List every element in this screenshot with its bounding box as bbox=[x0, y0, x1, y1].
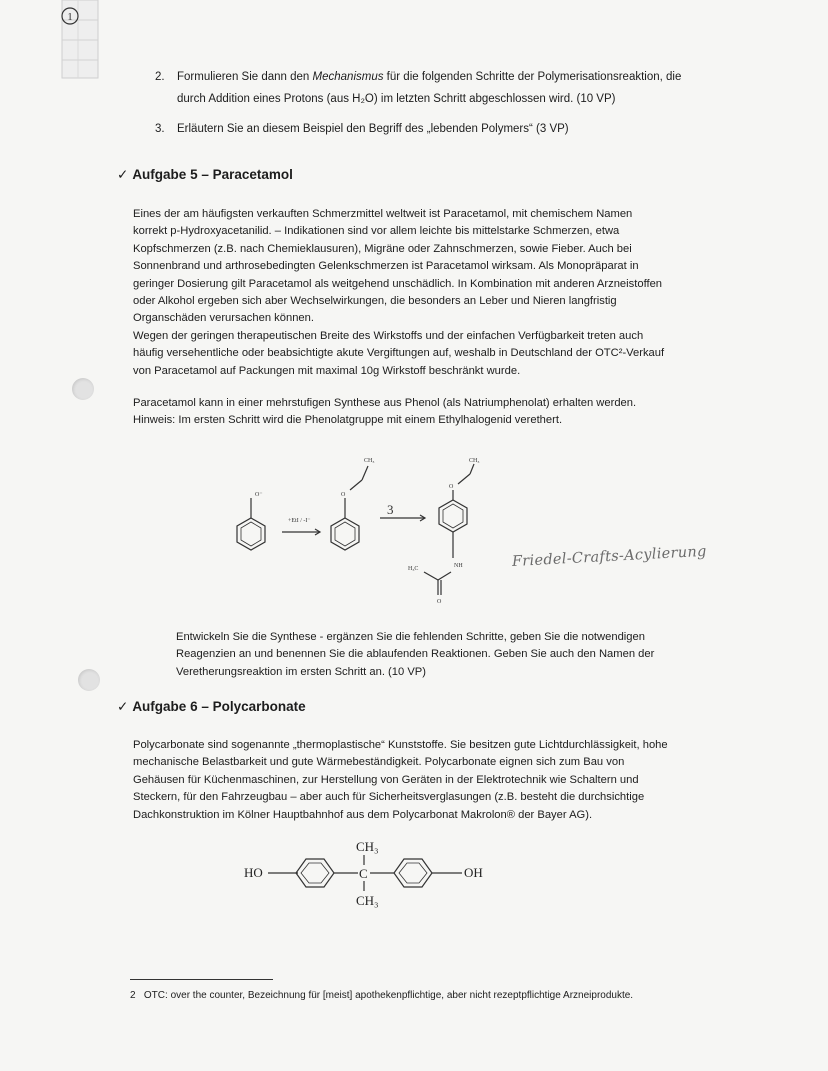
oh-label: OH bbox=[464, 865, 483, 880]
reagent-label: +EtI / -I⁻ bbox=[288, 518, 311, 524]
text-line: Sonnenbrand und arthrosebedingten Gelenkschmerzen ist Paracetamol wirksam. Als Monopräparat in bbox=[133, 260, 639, 273]
task6-heading bbox=[117, 699, 306, 715]
text-line: geringer Dosierung gilt Paracetamol als weitgehend unschädlich. In Kombination mit anderen Arzneistoffen bbox=[133, 277, 663, 290]
ch3-bottom-label: CH₃ bbox=[356, 893, 379, 908]
ether-o-label-2: O bbox=[449, 484, 454, 490]
checkmark-icon: ✓ bbox=[117, 699, 129, 714]
carbonyl-o-label: O bbox=[437, 599, 442, 605]
central-c-label: C bbox=[359, 866, 368, 881]
text-line: Kopfschmerzen (z.B. nach Chemieklausuren), Migräne oder Zahnschmerzen, sowie Fieber. Auch bei bbox=[133, 242, 632, 255]
text-line: Hinweis: Im ersten Schritt wird die Phenolatgruppe mit einem Ethylhalogenid verethert. bbox=[133, 414, 563, 427]
text-line: Eines der am häufigsten verkauften Schmerzmittel weltweit ist Paracetamol, mit chemischem Namen bbox=[133, 208, 633, 220]
text-line: Veretherungsreaktion im ersten Schritt an. (10 VP) bbox=[176, 665, 426, 678]
text-line: oder Alkohol ergeben sich aber Wechselwirkungen, die besonders an Leber und Nieren langfristig bbox=[133, 295, 617, 308]
list-item-number: 2. bbox=[155, 71, 165, 83]
step-number: 3 bbox=[387, 502, 394, 517]
text-line: häufig versehentliche oder beabsichtigte akute Vergiftungen auf, weshalb in Deutschland der OTC²-Verkauf bbox=[133, 347, 665, 360]
handwritten-note: Friedel-Crafts-Acylierung bbox=[511, 543, 708, 570]
corner-notebook-graphic bbox=[50, 0, 110, 80]
list-item-3 bbox=[155, 118, 755, 140]
nh-label: NH bbox=[454, 563, 463, 569]
text-line: Reagenzien an und benennen Sie die ablaufenden Reaktionen. Geben Sie auch den Namen der bbox=[176, 648, 655, 661]
ch3-label-2: CH₃ bbox=[469, 458, 480, 464]
text-line: mechanische Belastbarkeit und gute Wärmebeständigkeit. Polycarbonate eignen sich zum Bau von bbox=[133, 756, 625, 769]
task5-intro bbox=[133, 206, 733, 380]
synthesis-scheme bbox=[220, 450, 500, 615]
list-item-text: Formulieren Sie dann den Mechanismus für die folgenden Schritte der Polymerisationsreaktion, die durch Addition eines Protons (aus H₂O) im letzten Schritt abgeschlossen wird. (10 VP) bbox=[177, 71, 682, 105]
footnote-text: OTC: over the counter, Bezeichnung für [meist] apothekenpflichtige, aber nicht rezeptpflichtige Arzneiprodukte. bbox=[143, 990, 634, 1001]
text-line: Organschäden verursachen können. bbox=[133, 312, 314, 325]
task6-intro bbox=[133, 737, 753, 824]
text-line: Gehäusen für Küchenmaschinen, zur Herstellung von Geräten in der Elektrotechnik wie Schaltern und bbox=[133, 773, 639, 786]
ch3-top-label: CH₃ bbox=[356, 839, 379, 854]
task5-synthesis-hint bbox=[133, 395, 753, 430]
checkmark-icon: ✓ bbox=[117, 167, 129, 182]
footnote-number: 2 bbox=[130, 990, 136, 1001]
text-line: Paracetamol kann in einer mehrstufigen Synthese aus Phenol (als Natriumphenolat) erhalten werden. bbox=[133, 397, 637, 409]
list-item-number: 3. bbox=[155, 123, 165, 135]
task5-title: Aufgabe 5 – Paracetamol bbox=[132, 167, 293, 182]
phenolate-o-label: O⁻ bbox=[255, 492, 263, 498]
list-item-text: Erläutern Sie an diesem Beispiel den Begriff des „lebenden Polymers“ (3 VP) bbox=[177, 123, 569, 135]
ether-o-label-1: O bbox=[341, 492, 346, 498]
text-line: Entwickeln Sie die Synthese - ergänzen Sie die fehlenden Schritte, geben Sie die notwendigen bbox=[176, 631, 645, 643]
text-line: Steckern, für den Fahrzeugbau – aber auch für Sicherheitsverglasungen (z.B. besteht die durchsichtige bbox=[133, 791, 645, 804]
punch-hole-bottom bbox=[78, 669, 100, 691]
ch3-label-1: CH₃ bbox=[364, 458, 375, 464]
ho-label: HO bbox=[244, 865, 263, 880]
footnote-divider bbox=[130, 979, 273, 980]
list-item-2 bbox=[155, 66, 755, 110]
text-line: Wegen der geringen therapeutischen Breite des Wirkstoffs und der einfachen Verfügbarkeit treten auch bbox=[133, 329, 644, 342]
bisphenol-a-structure bbox=[240, 835, 500, 911]
text-line: Polycarbonate sind sogenannte „thermoplastische“ Kunststoffe. Sie besitzen gute Lichtdurchlässigkeit, hohe bbox=[133, 739, 668, 751]
task5-instructions bbox=[176, 629, 736, 681]
corner-number: 1 bbox=[67, 11, 73, 23]
text-line: von Paracetamol auf Packungen mit maximal 10g Wirkstoff beschränkt wurde. bbox=[133, 364, 521, 377]
text-line: Dachkonstruktion im Kölner Hauptbahnhof aus dem Polycarbonat Makrolon® der Bayer AG). bbox=[133, 808, 593, 821]
footnote bbox=[130, 990, 770, 1001]
punch-hole-top bbox=[72, 378, 94, 400]
task6-title: Aufgabe 6 – Polycarbonate bbox=[132, 699, 306, 714]
task5-heading bbox=[117, 167, 293, 183]
h3c-label: H₃C bbox=[408, 566, 419, 572]
text-line: korrekt p-Hydroxyacetanilid. – Indikationen sind vor allem leichte bis mittelstarke Schmerzen, etwa bbox=[133, 225, 620, 238]
